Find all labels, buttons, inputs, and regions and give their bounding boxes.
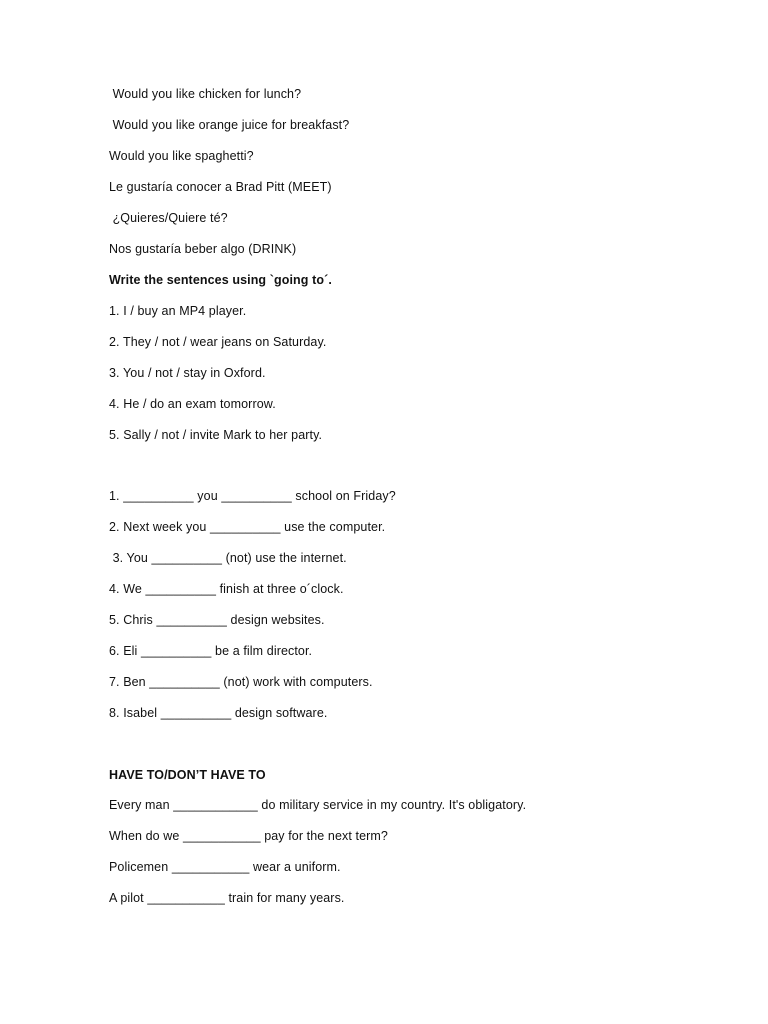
- going-to-item-2: 2. They / not / wear jeans on Saturday.: [109, 335, 327, 349]
- going-to-item-5: 5. Sally / not / invite Mark to her party.: [109, 428, 323, 442]
- fill-blank-item-3: 3. You __________ (not) use the internet.: [109, 551, 347, 565]
- sentence-4: Le gustaría conocer a Brad Pitt (MEET): [109, 180, 332, 194]
- going-to-item-1: 1. I / buy an MP4 player.: [109, 304, 247, 318]
- have-to-item-1: Every man ____________ do military service in my country. It's obligatory.: [109, 798, 527, 812]
- fill-blank-item-5: 5. Chris __________ design websites.: [109, 613, 325, 627]
- going-to-heading: Write the sentences using `going to´.: [109, 273, 332, 287]
- sentence-2: Would you like orange juice for breakfast?: [109, 118, 350, 132]
- fill-blank-item-2: 2. Next week you __________ use the computer.: [109, 520, 386, 534]
- going-to-item-3: 3. You / not / stay in Oxford.: [109, 366, 266, 380]
- sentence-1: Would you like chicken for lunch?: [109, 87, 302, 101]
- fill-blank-item-4: 4. We __________ finish at three o´clock.: [109, 582, 344, 596]
- sentence-5: ¿Quieres/Quiere té?: [109, 211, 228, 225]
- sentence-3: Would you like spaghetti?: [109, 149, 254, 163]
- have-to-item-4: A pilot ___________ train for many years.: [109, 891, 345, 905]
- have-to-item-3: Policemen ___________ wear a uniform.: [109, 860, 341, 874]
- sentence-6: Nos gustaría beber algo (DRINK): [109, 242, 297, 256]
- fill-blank-item-7: 7. Ben __________ (not) work with computers.: [109, 675, 373, 689]
- going-to-item-4: 4. He / do an exam tomorrow.: [109, 397, 276, 411]
- have-to-heading: HAVE TO/DON’T HAVE TO: [109, 768, 266, 782]
- have-to-item-2: When do we ___________ pay for the next term?: [109, 829, 388, 843]
- fill-blank-item-1: 1. __________ you __________ school on Friday?: [109, 489, 396, 503]
- fill-blank-item-6: 6. Eli __________ be a film director.: [109, 644, 313, 658]
- fill-blank-item-8: 8. Isabel __________ design software.: [109, 706, 328, 720]
